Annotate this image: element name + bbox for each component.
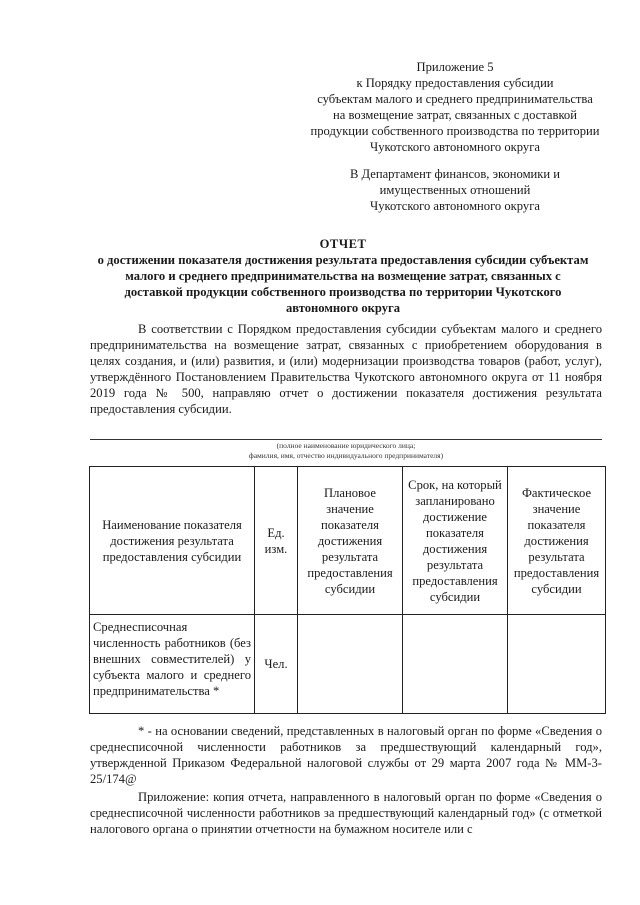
header-target-date: Срок, на который запланировано достижение показателя достижения результата предоставления субсидии [403,467,508,615]
annex-line: Приложение 5 [416,60,494,74]
cell-actual-value[interactable] [508,615,606,714]
indicators-table [89,466,606,714]
addressee-block [290,166,620,214]
cell-planned-value[interactable] [298,615,403,714]
cell-unit: Чел. [255,615,298,714]
annex-line: к Порядку предоставления субсидии [356,76,554,90]
report-title: ОТЧЕТ [319,237,367,251]
annex-reference [290,59,620,155]
annex-line: субъектам малого и среднего предпринимательства [317,92,593,106]
report-subtitle-line: доставкой продукции собственного производства по территории Чукотского [124,285,562,299]
annex-line: на возмещение затрат, связанных с доставкой [333,108,577,122]
header-actual-value: Фактическое значение показателя достижения результата предоставления субсидии [508,467,606,615]
annex-line: продукции собственного производства по территории [310,124,600,138]
table-header-row [90,467,606,615]
cell-target-date[interactable] [403,615,508,714]
report-subtitle-line: малого и среднего предпринимательства на возмещение затрат, связанных с [125,269,561,283]
addressee-line: В Департамент финансов, экономики и [349,167,561,181]
addressee-line: имущественных отношений [379,183,531,197]
header-unit: Ед. изм. [255,467,298,615]
report-subtitle-line: о достижении показателя достижения результата предоставления субсидии субъектам [97,253,589,267]
footnote-attachment: Приложение: копия отчета, направленного в налоговый орган по форме «Сведения о среднесписочной численности работников за предшествующий календарный год» (с отметкой налогового органа о принятии отчетности на бумажном носителе или с [90,790,602,836]
report-subtitle-line: автономного округа [285,301,401,315]
footnote-source: * - на основании сведений, представленных в налоговый орган по форме «Сведения о среднесписочной численности работников за предшествующий календарный год», утвержденной Приказом Федеральной налоговой службы от 29 марта 2007 года № ММ-3-25/174@ [90,724,602,786]
footnotes [90,723,602,839]
applicant-name-caption [90,441,602,461]
caption-line: фамилия, имя, отчество индивидуального предпринимателя) [248,451,444,460]
caption-line: (полное наименование юридического лица; [276,441,416,450]
addressee-line: Чукотского автономного округа [370,199,540,213]
cell-indicator-name: Среднесписочная численность работников (без внешних совместителей) у субъекта малого и среднего предпринимательства * [90,615,255,714]
header-indicator-name: Наименование показателя достижения результата предоставления субсидии [90,467,255,615]
intro-paragraph [90,321,602,417]
header-planned-value: Плановое значение показателя достижения результата предоставления субсидии [298,467,403,615]
table-row [90,615,606,714]
annex-line: Чукотского автономного округа [370,140,540,154]
intro-text: В соответствии с Порядком предоставления субсидии субъектам малого и среднего предпринимательства на возмещение затрат, связанных с приобретением оборудования в целях создания, и (или) развития, и (или) модернизации производства товаров (работ, услуг), утверждённого Постановлением Правительства Чукотского автономного округа от 11 ноября 2019 года № 500, направляю отчет о достижении показателя достижения результата предоставления субсидии. [90,322,602,416]
report-heading [78,236,608,316]
applicant-name-line[interactable] [90,439,602,440]
